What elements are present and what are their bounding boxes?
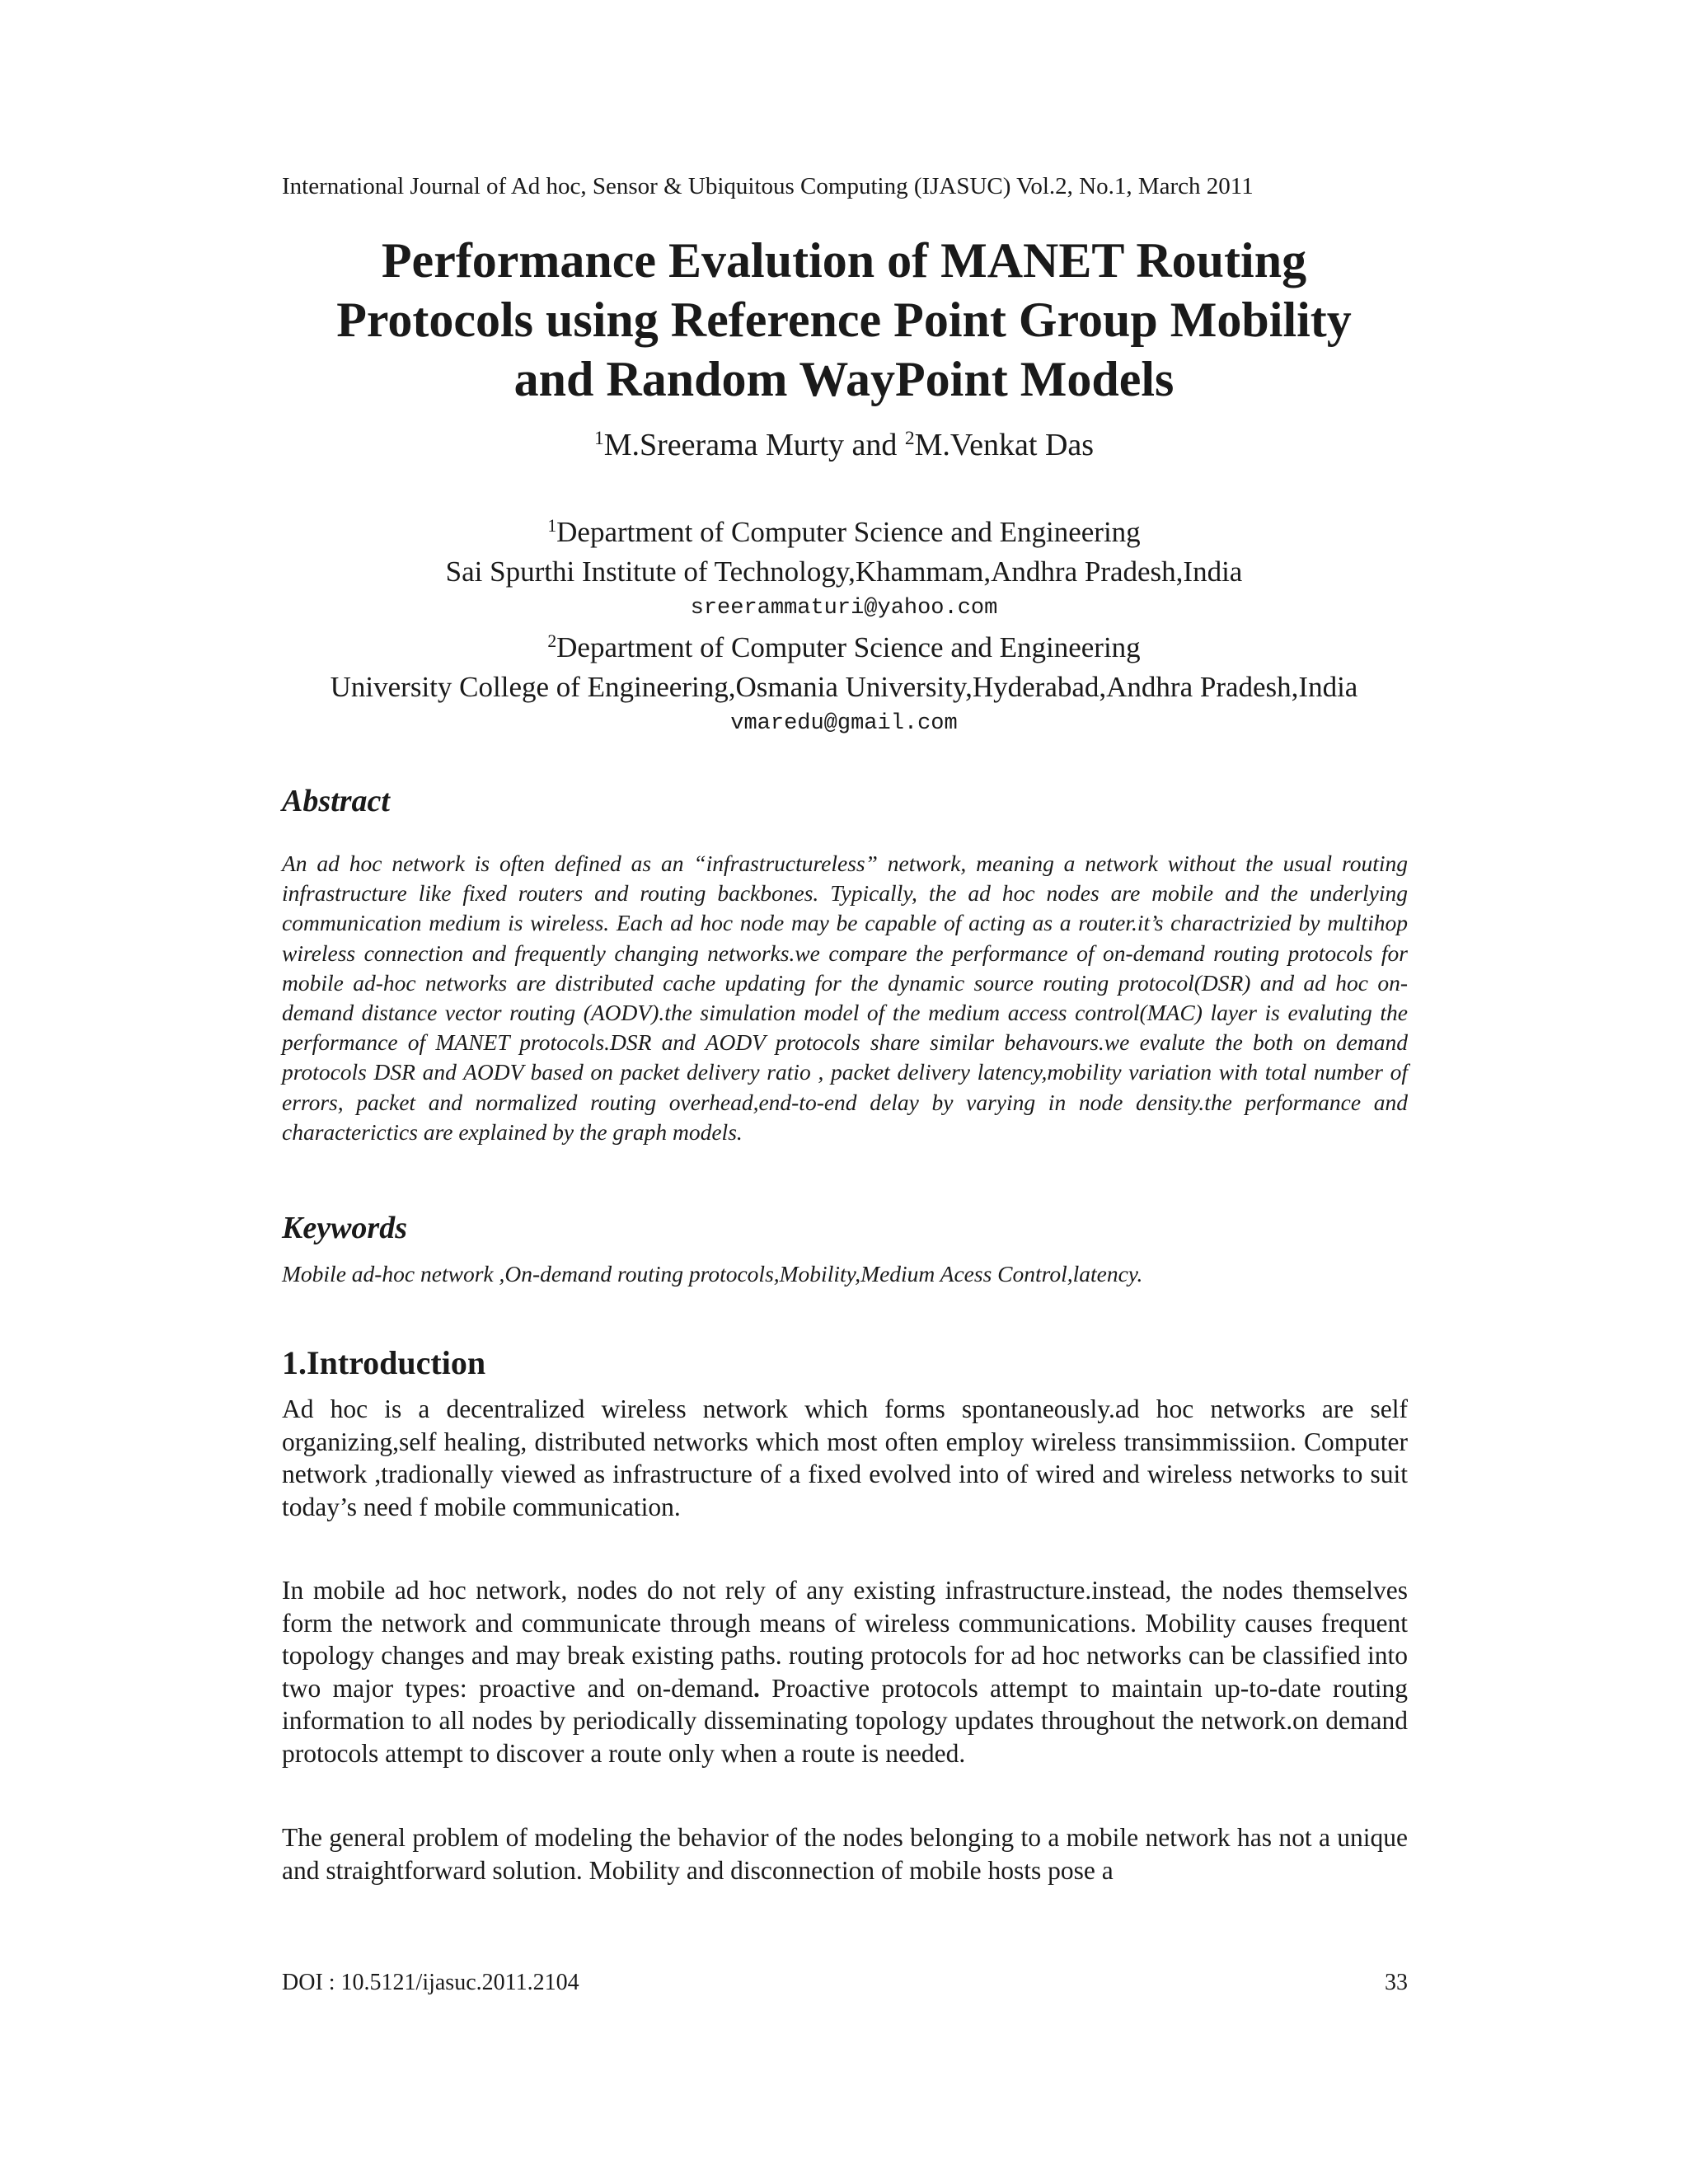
- affiliation-2-superscript: 2: [547, 631, 557, 652]
- intro-paragraph-2: [282, 1574, 1408, 1770]
- affiliation-1-institution: Sai Spurthi Institute of Technology,Khammam,Andhra Pradesh,India: [445, 555, 1243, 588]
- title-line-2: Protocols using Reference Point Group Mobility: [336, 293, 1352, 347]
- author-1-superscript: 1: [593, 428, 604, 450]
- affiliation-1-department: [247, 513, 1441, 552]
- intro-paragraph-2-part-b: Proactive protocols attempt to maintain up-to-date routing information to all nodes by periodically disseminating topology updates throughout the network.on demand protocols attempt to discover a route only when a route is needed.: [282, 1673, 1408, 1768]
- affiliation-2-dept-text: Department of Computer Science and Engineering: [556, 631, 1141, 663]
- abstract-text: An ad hoc network is often defined as an “infrastructureless” network, meaning a network without the usual routing infrastructure like fixed routers and routing backbones. Typically, the ad hoc nodes are mobile and the underlying communication medium is wireless. Each ad hoc node may be capable of acting as a router.it’s charactrizied by multihop wireless connection and frequently changing networks.we compare the performance of on-demand routing protocols for mobile ad-hoc networks are distributed cache updating for the dynamic source routing protocol(DSR) and ad hoc on-demand distance vector routing (AODV).the simulation model of the medium access control(MAC) layer is evaluting the performance of MANET protocols.DSR and AODV protocols share similar behavours.we evalute the both on demand protocols DSR and AODV based on packet delivery ratio , packet delivery latency,mobility variation with total number of errors, packet and normalized routing overhead,end-to-end delay by varying in node density.the performance and characterictics are explained by the graph models.: [282, 851, 1408, 1145]
- affiliation-1-email-link[interactable]: sreerammaturi@yahoo.com: [690, 596, 998, 621]
- affiliation-1: [247, 513, 1441, 625]
- intro-paragraph-3: The general problem of modeling the behavior of the nodes belonging to a mobile network has not a unique and straightforward solution. Mobility and disconnection of mobile hosts pose a: [282, 1823, 1408, 1885]
- affiliation-1-dept-text: Department of Computer Science and Engineering: [556, 516, 1141, 548]
- keywords-heading: Keywords: [282, 1211, 407, 1245]
- affiliation-1-superscript: 1: [547, 516, 557, 537]
- author-2-superscript: 2: [904, 428, 915, 450]
- affiliation-2: [247, 628, 1441, 740]
- author-2-name: M.Venkat Das: [914, 428, 1095, 462]
- paper-title: [247, 231, 1441, 409]
- footer-doi: DOI : 10.5121/ijasuc.2011.2104: [282, 1970, 579, 1995]
- affiliation-2-department: [247, 628, 1441, 668]
- introduction-heading: 1.Introduction: [282, 1344, 486, 1381]
- title-line-1: Performance Evalution of MANET Routing: [381, 233, 1307, 288]
- intro-paragraph-1: Ad hoc is a decentralized wireless network which forms spontaneously.ad hoc networks are self organizing,self healing, distributed networks which most often employ wireless transimmissiion. Computer network ,tradionally viewed as infrastructure of a fixed evolved into of wired and wireless networks to suit today’s need f mobile communication.: [282, 1394, 1408, 1521]
- intro-paragraph-2-bold-period: .: [753, 1673, 760, 1703]
- running-head: International Journal of Ad hoc, Sensor & Ubiquitous Computing (IJASUC) Vol.2, No.1, March 2011: [282, 173, 1254, 199]
- affiliation-2-email-link[interactable]: vmaredu@gmail.com: [730, 711, 958, 736]
- abstract-heading: Abstract: [282, 784, 390, 818]
- author-line: [247, 427, 1441, 463]
- affiliation-2-institution: University College of Engineering,Osmania University,Hyderabad,Andhra Pradesh,India: [330, 671, 1358, 703]
- title-line-3: and Random WayPoint Models: [513, 352, 1175, 406]
- intro-paragraph-2-part-a: In mobile ad hoc network, nodes do not rely of any existing infrastructure.instead, the nodes themselves form the network and communicate through means of wireless communications. Mobility causes frequent topology changes and may break existing paths. routing protocols for ad hoc networks can be classified into two major types: proactive and on-demand: [282, 1576, 1408, 1703]
- keywords-text: Mobile ad-hoc network ,On-demand routing protocols,Mobility,Medium Acess Control,latency.: [282, 1261, 1143, 1286]
- page-number: 33: [1385, 1970, 1408, 1995]
- author-1-name: M.Sreerama Murty and: [603, 428, 905, 462]
